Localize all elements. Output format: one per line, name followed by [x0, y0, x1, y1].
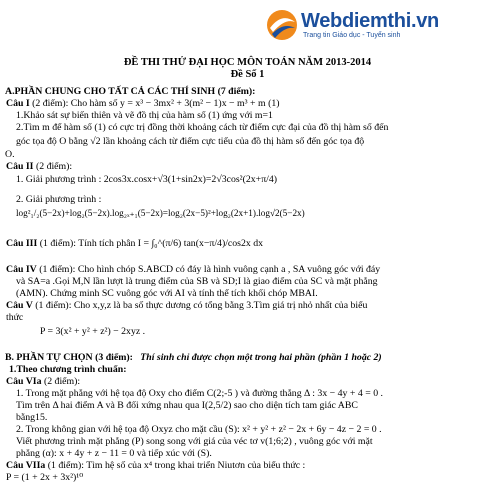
question-5: Câu V (1 điểm): Cho x,y,z là ba số thực dương có tổng bằng 3.Tìm giá trị nhỏ nhất của biểu [6, 300, 368, 311]
q1-part-2: 2.Tìm m để hàm số (1) có cực trị đồng thời khoảng cách từ điểm cực đại của đồ thị hàm số đến [16, 122, 389, 133]
q5-line-2: thức [6, 312, 24, 323]
q6a-part-1-end: bằng15. [16, 412, 48, 423]
logo-name: Webdiemthi.vn [301, 10, 439, 32]
standard-program-heading: 1.Theo chương trình chuẩn: [9, 364, 127, 375]
exam-subtitle: Đề Số 1 [230, 69, 265, 80]
q5-expression: P = 3(x² + y² + z²) − 2xyz . [40, 326, 146, 337]
q4-line-2: và SA=a .Gọi M,N lần lượt là trung điểm của SB và SD;I là giao điểm của SC và mặt phẳng [16, 276, 378, 287]
question-6a: Câu VIa (2 điểm): [6, 376, 81, 387]
q1-part-2-end: O. [5, 149, 15, 160]
site-logo [265, 8, 465, 46]
section-a-heading: A.PHẦN CHUNG CHO TẤT CẢ CÁC THÍ SINH (7 điểm): [5, 86, 256, 97]
question-7a: Câu VIIa (1 điểm): Tìm hệ số của x⁴ trong khai triển Niutơn của biểu thức : [6, 460, 306, 471]
exam-title: ĐỀ THI THỬ ĐẠI HỌC MÔN TOÁN NĂM 2013-2014 [123, 57, 372, 68]
q2-equation: log²₁/₂(5−2x)+log₂(5−2x).log₂ₓ₊₁(5−2x)=log₂(2x−5)²+log₂(2x+1).log√2(5−2x) [16, 208, 305, 218]
question-3: Câu III (1 điểm): Tính tích phân I = ∫₀^(π/6) tan(x−π/4)/cos2x dx [6, 238, 264, 249]
question-1: Câu I (2 điểm): Cho hàm số y = x³ − 3mx² + 3(m² − 1)x − m³ + m (1) [6, 98, 280, 109]
q6a-part-1-cont: Tìm trên Δ hai điểm A và B đối xứng nhau qua I(2,5/2) sao cho diện tích tam giác ABC [16, 400, 358, 411]
question-2: Câu II (2 điểm): [6, 161, 73, 172]
q2-part-2: 2. Giải phương trình : [16, 194, 102, 205]
logo-tagline: Trang tin Giáo dục - Tuyển sinh [303, 32, 401, 39]
q1-part-2-cont: góc tọa độ O bằng √2 lần khoảng cách từ điểm cực tiểu của đồ thị hàm số đến góc tọa độ [16, 136, 365, 147]
q6a-part-1: 1. Trong mặt phẳng với hệ tọa độ Oxy cho điểm C(2;-5 ) và đường thẳng Δ : 3x − 4y + 4 = 0 . [16, 388, 383, 399]
q6a-part-2: 2. Trong không gian với hệ tọa độ Oxyz cho mặt cầu (S): x² + y² + z² − 2x + 6y − 4z − 2 = 0 . [16, 424, 382, 435]
section-b-heading: B. PHẦN TỰ CHỌN (3 điểm): Thí sinh chỉ được chọn một trong hai phần (phần 1 hoặc 2) [5, 352, 382, 363]
q6a-part-2-end: phẳng (α): x + 4y + z − 11 = 0 và tiếp xúc với (S). [16, 448, 212, 459]
question-4: Câu IV (1 điểm): Cho hình chóp S.ABCD có đáy là hình vuông cạnh a , SA vuông góc với đáy [6, 264, 381, 275]
q2-part-1: 1. Giải phương trình : 2cos3x.cosx+√3(1+sin2x)=2√3cos²(2x+π/4) [16, 174, 278, 185]
q7a-expression: P = (1 + 2x + 3x²)¹⁰ [6, 472, 84, 483]
q6a-part-2-cont: Viết phương trình mặt phẳng (P) song song với giá của véc tơ v(1;6;2) , vuông góc với mặt [16, 436, 373, 447]
q1-part-1: 1.Khảo sát sự biến thiên và vẽ đồ thị của hàm số (1) ứng với m=1 [16, 110, 273, 121]
q4-line-3: (AMN). Chứng minh SC vuông góc với AI và tính thể tích khối chóp MBAI. [16, 288, 318, 299]
logo-icon [265, 8, 299, 42]
